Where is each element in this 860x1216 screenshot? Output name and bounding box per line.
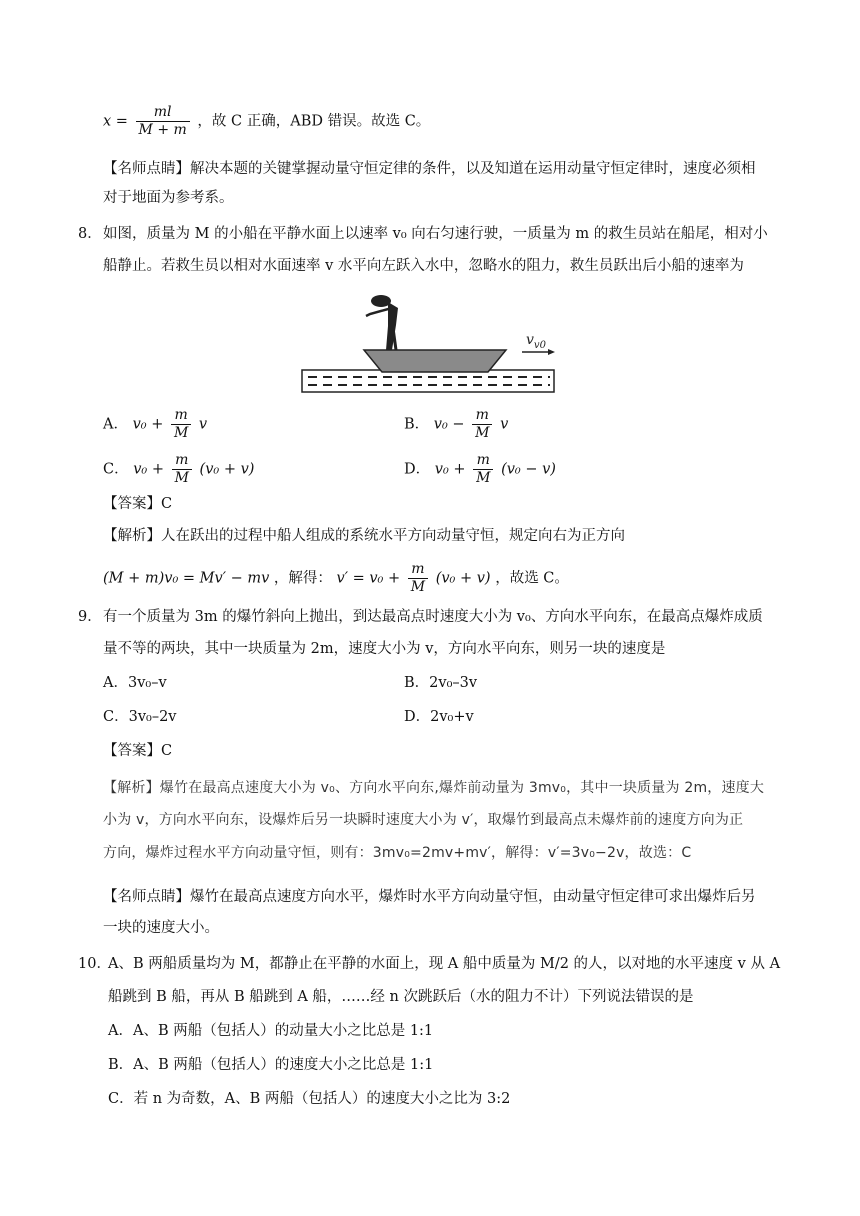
option-expr-pre: v₀ + [434,461,466,478]
question-text: 如图，质量为 M 的小船在平静水面上以速率 v₀ 向右匀速行驶，一质量为 m 的救生员站在船尾，相对小 [103,226,768,242]
option-expr-pre: v₀ + [133,461,164,478]
option-a[interactable]: A．3v₀–v [103,675,167,691]
water-dashes [302,370,554,392]
question-text: A、B 两船质量均为 M，都静止在平静的水面上，现 A 船中质量为 M/2 的人，以对地的水平速度 v 从 A [108,956,781,972]
fraction-denominator: M [171,424,191,442]
option-b[interactable]: B．2v₀–3v [404,675,478,691]
option-label: B． [404,416,430,433]
option-expr-post: v [198,416,208,433]
velocity-label: $v_{v0}$ [526,332,546,351]
option-expr-post: v [500,416,509,433]
fraction-denominator: M [408,578,428,596]
fraction [473,452,493,487]
option-c[interactable] [103,452,254,487]
option-b[interactable]: B．A、B 两船（包括人）的速度大小之比总是 1:1 [108,1057,434,1073]
fraction [172,452,192,487]
eq-main: (M + m)v₀ = Mv′ − mv [103,570,270,587]
solution-equation [103,561,569,596]
fraction [171,407,191,442]
fraction-denominator: M [172,469,192,487]
option-label: D． [404,461,431,478]
option-label: C． [103,461,129,478]
eq-sol-pre: v′ = v₀ + [336,570,401,587]
question-text: 量不等的两块，其中一块质量为 2m，速度大小为 v，方向水平向东，则另一块的速度是 [103,641,666,657]
lifeguard-figure [366,295,398,350]
analysis: 【解析】人在跃出的过程中船人组成的系统水平方向动量守恒，规定向右为正方向 [103,528,625,544]
option-expr-post: (v₀ − v) [501,461,556,478]
tip-line: 一块的速度大小。 [103,920,219,936]
prev-equation [103,104,430,139]
option-label: A． [103,416,128,433]
eq-end: ，故选 C。 [495,570,569,587]
fraction-denominator: M + m [136,121,190,139]
answer: 【答案】C [103,743,173,759]
eq-lhs: x = [103,113,128,130]
answer: 【答案】C [103,496,173,512]
option-d[interactable] [404,452,556,487]
tip-line: 对于地面为参考系。 [103,190,234,206]
option-b[interactable] [404,407,508,442]
option-c[interactable]: C．若 n 为奇数，A、B 两船（包括人）的速度大小之比为 3:2 [108,1091,511,1107]
fraction-numerator: m [476,452,490,468]
option-expr-pre: v₀ + [132,416,164,433]
option-expr-post: (v₀ + v) [199,461,255,478]
option-a[interactable] [103,407,207,442]
fraction [136,104,190,139]
fraction-denominator: M [472,424,492,442]
boat-hull [364,350,506,372]
question-number: 10． [78,956,111,972]
question-number: 8． [78,226,102,242]
option-expr-pre: v₀ − [433,416,465,433]
tip-line: 【名师点睛】解决本题的关键掌握动量守恒定律的条件，以及知道在运用动量守恒定律时，速度必须相 [103,161,756,177]
option-d[interactable]: D．2v₀+v [404,709,474,725]
eq-sol-post: (v₀ + v) [435,570,491,587]
boat-figure [300,290,556,396]
velocity-arrow [522,332,555,355]
tip-line: 【名师点睛】爆竹在最高点速度方向水平，爆炸时水平方向动量守恒，由动量守恒定律可求出爆炸后另 [103,889,756,905]
option-c[interactable]: C．3v₀–2v [103,709,177,725]
analysis-line: 方向，爆炸过程水平方向动量守恒，则有：3mv₀=2mv+mv′，解得：v′=3v₀−2v，故选：C [103,845,692,861]
fraction-numerator: m [174,407,188,423]
question-text: 有一个质量为 3m 的爆竹斜向上抛出，到达最高点时速度大小为 v₀、方向水平向东，在最高点爆炸成质 [103,609,763,625]
fraction [408,561,428,596]
fraction-numerator: ml [153,104,172,120]
eq-text: ，故 C 正确，ABD 错误。故选 C。 [197,113,431,130]
eq-mid: ，解得： [273,570,332,587]
question-text: 船静止。若救生员以相对水面速率 v 水平向左跃入水中，忽略水的阻力，救生员跃出后小船的速率为 [103,258,744,274]
analysis-line: 【解析】爆竹在最高点速度大小为 v₀、方向水平向东,爆炸前动量为 3mv₀，其中一块质量为 2m，速度大 [103,780,765,796]
fraction-numerator: m [475,407,489,423]
fraction-denominator: M [473,469,493,487]
option-a[interactable]: A．A、B 两船（包括人）的动量大小之比总是 1:1 [108,1023,434,1039]
fraction-numerator: m [411,561,425,577]
question-number: 9． [78,609,102,625]
analysis-line: 小为 v，方向水平向东，设爆炸后另一块瞬时速度大小为 v′，取爆竹到最高点未爆炸前的速度方向为正 [103,812,744,828]
question-text: 船跳到 B 船，再从 B 船跳到 A 船，……经 n 次跳跃后（水的阻力不计）下列说法错误的是 [108,989,694,1005]
fraction-numerator: m [175,452,189,468]
fraction [472,407,492,442]
